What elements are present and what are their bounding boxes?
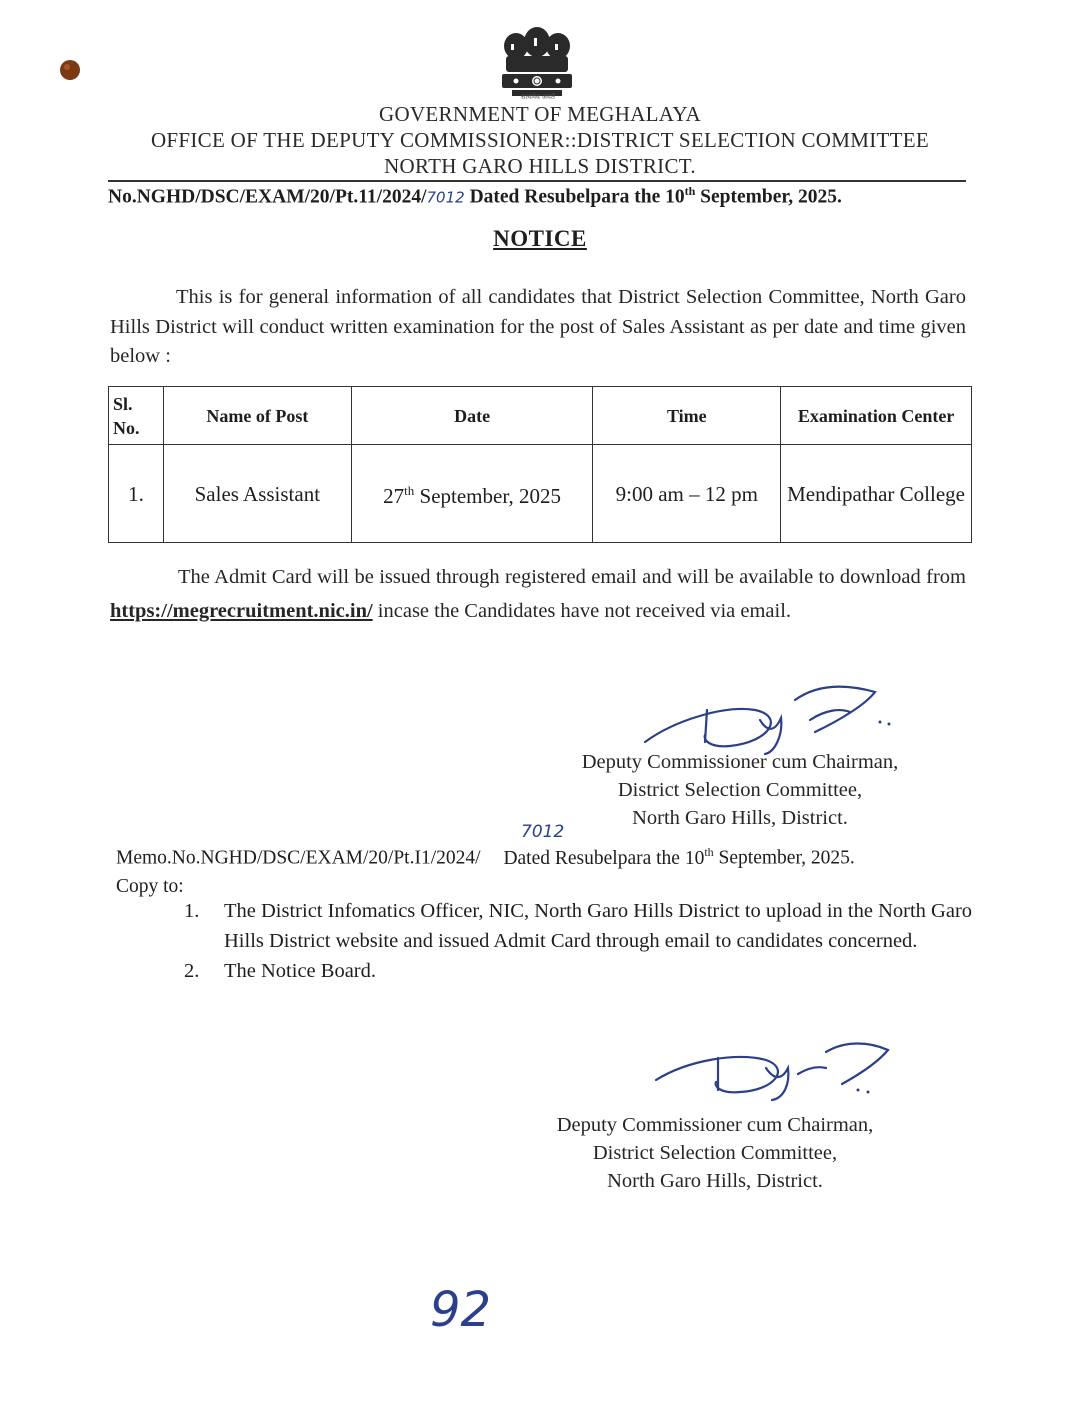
signature-1: [635, 680, 905, 755]
list-item-number: 2.: [184, 960, 200, 982]
sig2-title: Deputy Commissioner cum Chairman,: [556, 1114, 874, 1136]
signature-2: [648, 1040, 918, 1115]
sig1-title: Deputy Commissioner cum Chairman,: [581, 751, 899, 773]
table-header-row: [109, 387, 972, 445]
memo-dated: Dated Resubelpara the 10: [503, 847, 705, 869]
sig1-committee: District Selection Committee,: [617, 779, 863, 801]
cell-date: [351, 445, 593, 543]
cell-sl-no: 1.: [109, 445, 164, 543]
list-item-text: The District Infomatics Officer, NIC, North Garo Hills District to upload in the North Garo Hills District website and issued Admit Card through email to candidates concerned.: [224, 900, 973, 952]
reference-dated-suffix: September, 2025.: [695, 186, 842, 208]
reference-handwritten-number: 7012: [426, 188, 465, 207]
admit-text-before: The Admit Card will be issued through registered email and will be available to download from: [178, 566, 966, 588]
emblem-motto: सत्यमेव जयते: [521, 93, 555, 101]
copy-to-list: [184, 896, 984, 986]
cell-date-sup: th: [404, 483, 415, 498]
list-item-text: The Notice Board.: [224, 960, 376, 982]
list-item-number: 1.: [184, 900, 200, 922]
exam-schedule-table: [108, 386, 972, 543]
recruitment-link[interactable]: https://megrecruitment.nic.in/: [110, 600, 373, 622]
sig1-district: North Garo Hills, District.: [632, 807, 848, 829]
cell-post: Sales Assistant: [163, 445, 351, 543]
header-government: GOVERNMENT OF MEGHALAYA: [379, 102, 701, 126]
header-sl-no: Sl. No.: [109, 387, 164, 445]
memo-dated-sup: th: [704, 845, 714, 859]
header-district: NORTH GARO HILLS DISTRICT.: [384, 154, 696, 178]
cell-date-day: 27: [383, 484, 405, 508]
memo-handwritten-number: 7012: [521, 822, 565, 842]
header-exam-center: Examination Center: [781, 387, 972, 445]
notice-title: NOTICE: [493, 226, 587, 251]
memo-number: Memo.No.NGHD/DSC/EXAM/20/Pt.I1/2024/: [116, 847, 481, 869]
handwritten-page-mark: 92: [430, 1282, 492, 1338]
cell-date-rest: September, 2025: [414, 484, 561, 508]
cell-time: 9:00 am – 12 pm: [593, 445, 781, 543]
sig2-district: North Garo Hills, District.: [607, 1170, 823, 1192]
intro-paragraph: This is for general information of all candidates that District Selection Committee, North Garo Hills District will conduct written examination for the post of Sales Assistant as per date and time given below :: [110, 286, 966, 367]
copy-to-label: Copy to:: [116, 876, 184, 897]
cell-center: Mendipathar College: [781, 445, 972, 543]
admit-text-after: incase the Candidates have not received via email.: [372, 600, 792, 622]
memo-dated-suffix: September, 2025.: [713, 847, 855, 869]
header-office: OFFICE OF THE DEPUTY COMMISSIONER::DISTRICT SELECTION COMMITTEE: [150, 128, 930, 152]
ink-stain-dot: [58, 58, 82, 82]
list-item: [184, 956, 984, 986]
sig2-committee: District Selection Committee,: [592, 1142, 838, 1164]
admit-card-paragraph: [110, 560, 966, 628]
reference-line: [108, 184, 968, 209]
header-rule: [108, 180, 966, 182]
reference-number: No.NGHD/DSC/EXAM/20/Pt.11/2024/: [108, 186, 427, 208]
memo-line: [116, 822, 996, 870]
header-date: Date: [351, 387, 593, 445]
signature-block-1: [530, 748, 950, 832]
header-name-of-post: Name of Post: [163, 387, 351, 445]
reference-dated: Dated Resubelpara the 10: [469, 186, 685, 208]
header-time: Time: [593, 387, 781, 445]
reference-dated-sup: th: [684, 184, 696, 198]
table-row: [109, 445, 972, 543]
list-item: [184, 896, 984, 956]
signature-block-2: [505, 1111, 925, 1195]
